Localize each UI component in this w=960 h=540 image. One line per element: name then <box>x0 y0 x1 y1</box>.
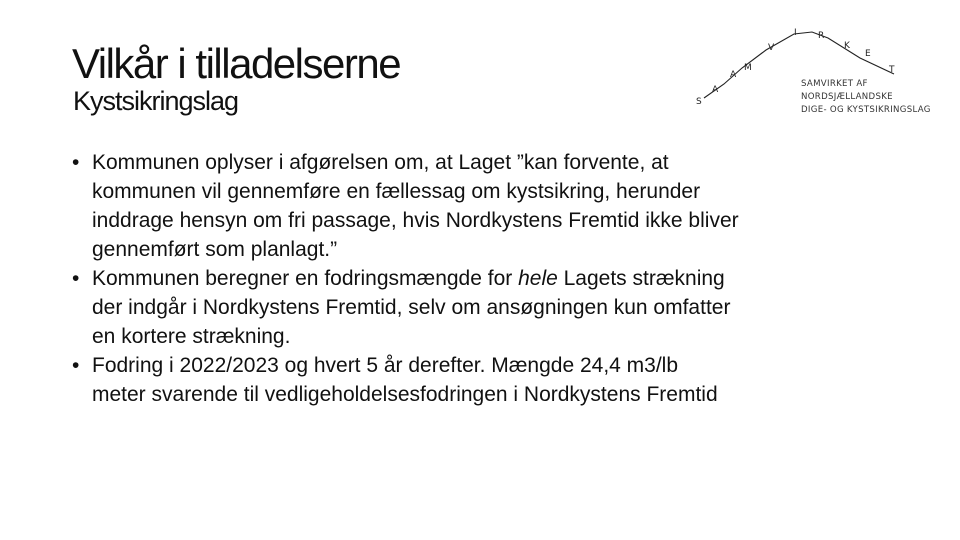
bullet-2-line-2: der indgår i Nordkystens Fremtid, selv om ansøgningen kun omfatter <box>92 296 731 319</box>
logo-org-name <box>801 78 931 117</box>
bullet-marker: • <box>72 151 80 174</box>
logo-letter-t: T <box>889 65 895 75</box>
logo-letter-i: I <box>794 28 797 38</box>
logo-letter-a1: A <box>712 85 719 95</box>
bullet-item-3 <box>72 351 892 409</box>
logo-letter-e: E <box>865 49 871 59</box>
logo-letter-v: V <box>768 43 775 53</box>
bullet-3-line-1: Fodring i 2022/2023 og hvert 5 år derefter. Mængde 24,4 m3/lb <box>92 354 679 377</box>
bullet-1-line-4: gennemført som planlagt.” <box>92 238 338 261</box>
logo-org-line-2: NORDSJÆLLANDSKE <box>801 92 893 102</box>
bullet-3-line-2: meter svarende til vedligeholdelsesfodringen i Nordkystens Fremtid <box>92 383 718 406</box>
logo-letter-k: K <box>844 41 850 51</box>
logo-letter-m: M <box>744 63 752 73</box>
bullet-1-line-1: Kommunen oplyser i afgørelsen om, at Laget ”kan forvente, at <box>92 151 669 174</box>
logo-org-line-1: SAMVIRKET AF <box>801 79 868 89</box>
slide-subtitle: Kystsikringslag <box>73 86 239 116</box>
bullet-item-2 <box>72 264 892 351</box>
slide-title: Vilkår i tilladelserne <box>72 40 401 87</box>
bullet-1-line-3: inddrage hensyn om fri passage, hvis Nordkystens Fremtid ikke bliver <box>92 209 739 232</box>
bullet-marker: • <box>72 354 80 377</box>
logo-letter-r: R <box>818 31 825 41</box>
bullet-2-text-b: Lagets strækning <box>557 267 725 290</box>
bullet-2-emphasis: hele <box>518 267 558 290</box>
logo-letter-s: S <box>696 97 702 107</box>
bullet-marker: • <box>72 267 80 290</box>
logo-letter-a2: A <box>730 70 737 80</box>
bullet-2-line-1 <box>92 264 892 293</box>
bullet-list <box>72 148 892 409</box>
bullet-item-1 <box>72 148 892 264</box>
logo-org-line-3: DIGE- OG KYSTSIKRINGSLAG <box>801 105 931 115</box>
bullet-2-line-3: en kortere strækning. <box>92 325 291 348</box>
bullet-1-line-2: kommunen vil gennemføre en fællessag om kystsikring, herunder <box>92 180 701 203</box>
bullet-2-text-a: Kommunen beregner en fodringsmængde for <box>92 267 519 290</box>
